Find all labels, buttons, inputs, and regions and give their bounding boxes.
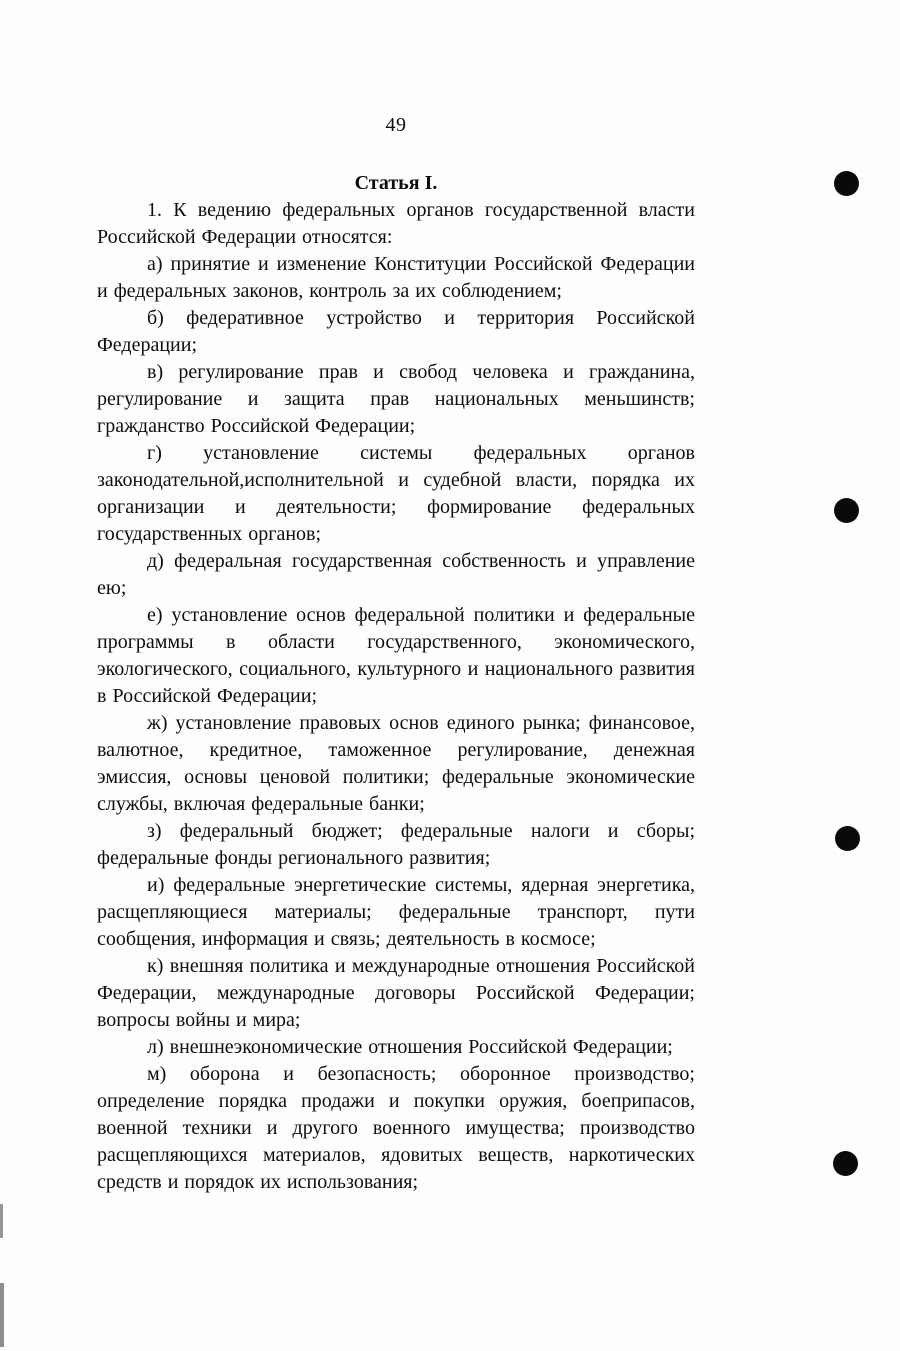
paragraph-item-m: м) оборона и безопасность; оборонное производство; определение порядка продажи и покупки оружия, боеприпасов, военной техники и другого военного имущества; производство расщепляющихся материалов, ядовитых веществ, наркотических средств и порядок их использования; <box>97 1063 695 1193</box>
paragraph-item-e: е) установление основ федеральной политики и федеральные программы в области государственного, экономического, экологического, социального, культурного и национального развития в Российской Федерации; <box>97 604 695 707</box>
page-number: 49 <box>385 114 407 136</box>
punch-hole-dot <box>834 171 859 196</box>
punch-hole-dot <box>834 498 859 523</box>
article-heading: Статья I. <box>354 172 438 194</box>
paragraph-item-d: д) федеральная государственная собственность и управление ею; <box>97 550 695 599</box>
paragraph-item-b: б) федеративное устройство и территория Российской Федерации; <box>97 307 695 356</box>
paragraph-item-i: и) федеральные энергетические системы, ядерная энергетика, расщепляющиеся материалы; федеральные транспорт, пути сообщения, информация и связь; деятельность в космосе; <box>97 874 695 950</box>
paragraph-item-k: к) внешняя политика и международные отношения Российской Федерации, международные договоры Российской Федерации; вопросы войны и мира; <box>97 955 695 1031</box>
paragraph-item-g: г) установление системы федеральных органов законодательной,исполнительной и судебной власти, порядка их организации и деятельности; формирование федеральных государственных органов; <box>97 442 695 545</box>
paragraph-intro: 1. К ведению федеральных органов государственной власти Российской Федерации относятся: <box>97 199 695 248</box>
scan-edge-artifact <box>0 1283 4 1347</box>
paragraph-item-zh: ж) установление правовых основ единого рынка; финансовое, валютное, кредитное, таможенное регулирование, денежная эмиссия, основы ценовой политики; федеральные экономические службы, включая федеральные банки; <box>97 712 695 815</box>
scan-edge-artifact <box>0 1204 3 1238</box>
punch-hole-dot <box>833 1151 858 1176</box>
document-body <box>97 170 695 1196</box>
paragraph-item-l: л) внешнеэкономические отношения Российской Федерации; <box>147 1036 673 1058</box>
paragraph-item-z: з) федеральный бюджет; федеральные налоги и сборы; федеральные фонды регионального развития; <box>97 820 695 869</box>
paragraph-item-v: в) регулирование прав и свобод человека и гражданина, регулирование и защита прав национальных меньшинств; гражданство Российской Федерации; <box>97 361 695 437</box>
punch-hole-dot <box>835 826 860 851</box>
paragraph-item-a: а) принятие и изменение Конституции Российской Федерации и федеральных законов, контроль за их соблюдением; <box>97 253 695 302</box>
